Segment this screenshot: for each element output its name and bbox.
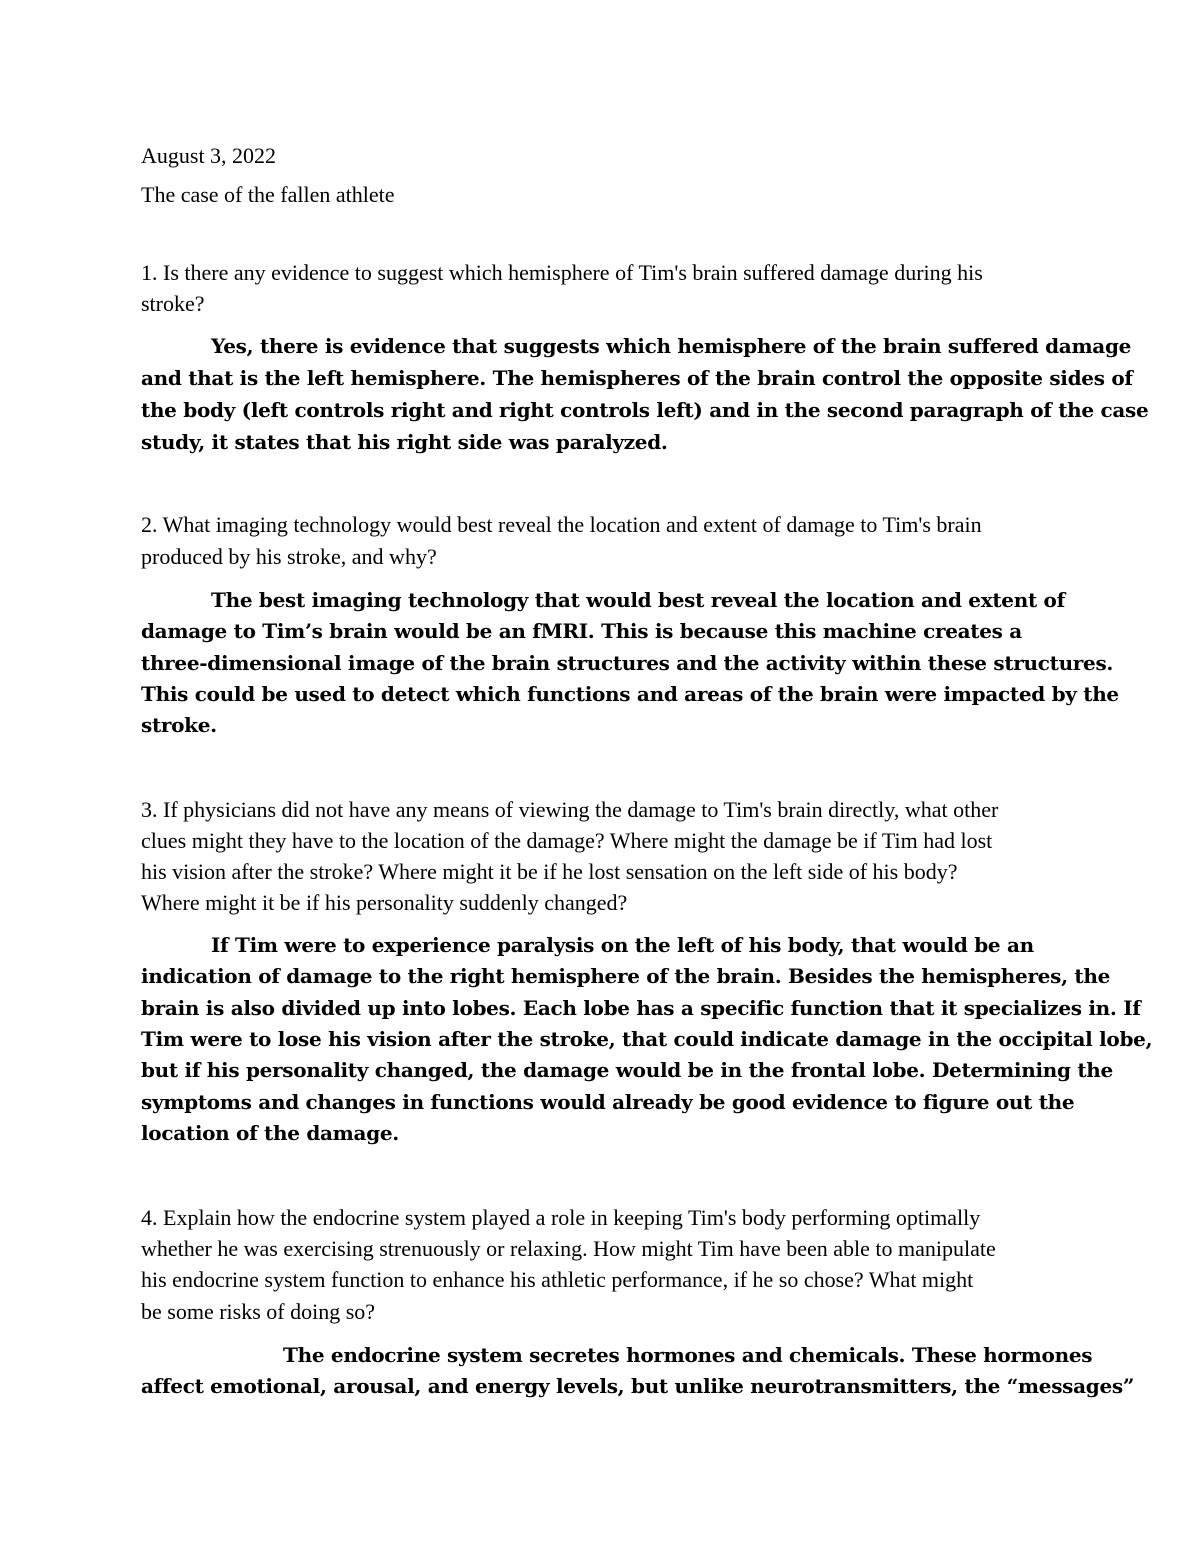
answer-1-line-1: Yes, there is evidence that suggests which hemisphere of the brain suffered damage: [211, 334, 1132, 358]
answer-3-line-2: indication of damage to the right hemisphere of the brain. Besides the hemispheres, the: [141, 964, 1110, 988]
answer-3-line-7: location of the damage.: [141, 1121, 399, 1145]
answer-2-line-2: damage to Tim’s brain would be an fMRI. This is because this machine creates a: [141, 619, 1022, 643]
question-1-line-1: 1. Is there any evidence to suggest which hemisphere of Tim's brain suffered damage during his: [141, 260, 983, 285]
question-3-line-1: 3. If physicians did not have any means of viewing the damage to Tim's brain directly, what other: [141, 797, 999, 822]
question-4-line-2: whether he was exercising strenuously or relaxing. How might Tim have been able to manipulate: [141, 1236, 996, 1261]
answer-2-line-5: stroke.: [141, 713, 217, 737]
answer-4-line-2: affect emotional, arousal, and energy levels, but unlike neurotransmitters, the “messages”: [141, 1374, 1135, 1398]
answer-4-line-1: The endocrine system secretes hormones and chemicals. These hormones: [283, 1343, 1093, 1367]
question-4-line-1: 4. Explain how the endocrine system played a role in keeping Tim's body performing optimally: [141, 1205, 981, 1230]
question-3-line-2: clues might they have to the location of the damage? Where might the damage be if Tim had lost: [141, 828, 993, 853]
answer-1-line-3: the body (left controls right and right controls left) and in the second paragraph of the case: [141, 398, 1149, 422]
answer-3-line-6: symptoms and changes in functions would already be good evidence to figure out the: [141, 1090, 1075, 1114]
question-4-line-3: his endocrine system function to enhance his athletic performance, if he so chose? What might: [141, 1267, 974, 1292]
answer-3-line-4: Tim were to lose his vision after the stroke, that could indicate damage in the occipital lobe,: [141, 1027, 1153, 1051]
answer-1-line-2: and that is the left hemisphere. The hemispheres of the brain control the opposite sides of: [141, 366, 1133, 390]
answer-3-line-5: but if his personality changed, the damage would be in the frontal lobe. Determining the: [141, 1058, 1113, 1082]
answer-3-line-3: brain is also divided up into lobes. Each lobe has a specific function that it specializes in. If: [141, 996, 1141, 1020]
answer-2-line-4: This could be used to detect which functions and areas of the brain were impacted by the: [141, 682, 1119, 706]
question-1-line-2: stroke?: [141, 291, 205, 316]
answer-3-line-1: If Tim were to experience paralysis on the left of his body, that would be an: [211, 933, 1034, 957]
question-2-line-2: produced by his stroke, and why?: [141, 544, 437, 569]
answer-1-line-4: study, it states that his right side was paralyzed.: [141, 430, 668, 454]
document-date: August 3, 2022: [141, 143, 277, 168]
question-3-line-3: his vision after the stroke? Where might it be if he lost sensation on the left side of his body?: [141, 859, 958, 884]
question-3-line-4: Where might it be if his personality suddenly changed?: [141, 890, 628, 915]
answer-2-line-1: The best imaging technology that would best reveal the location and extent of: [211, 588, 1065, 612]
question-2-line-1: 2. What imaging technology would best reveal the location and extent of damage to Tim's brain: [141, 512, 982, 537]
document-title: The case of the fallen athlete: [141, 182, 395, 207]
answer-2-line-3: three-dimensional image of the brain structures and the activity within these structures.: [141, 651, 1114, 675]
question-4-line-4: be some risks of doing so?: [141, 1299, 376, 1324]
